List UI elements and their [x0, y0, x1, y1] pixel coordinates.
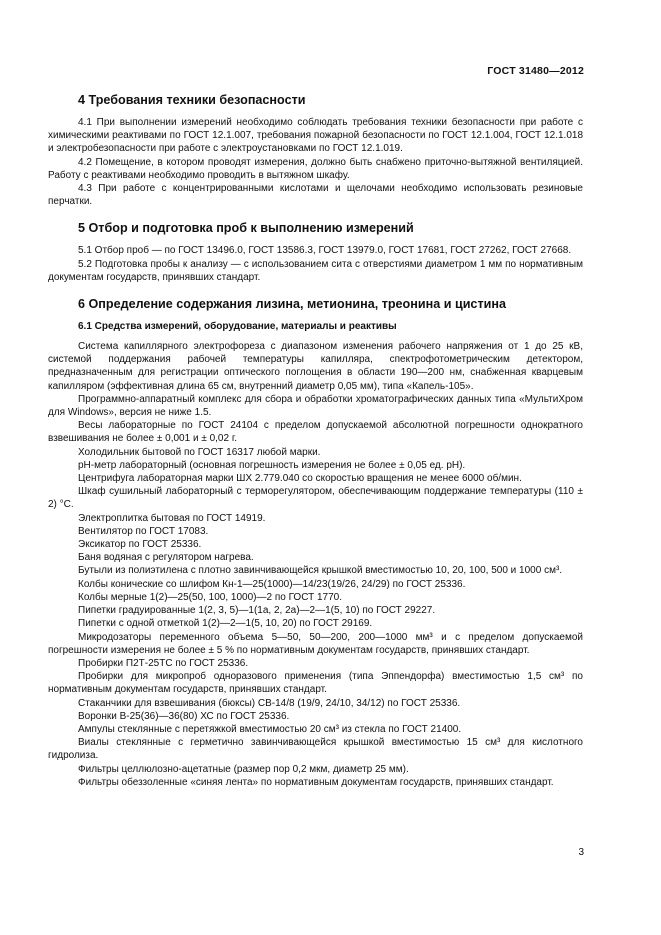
equipment-item: pH-метр лабораторный (основная погрешность измерения не более ± 0,05 ед. pH). — [78, 459, 466, 471]
section-6-title: 6 Определение содержания лизина, метионина, треонина и цистина — [78, 297, 506, 312]
equipment-item: Колбы конические со шлифом Кн-1—25(1000)—14/23(19/26, 24/29) по ГОСТ 25336. — [78, 578, 466, 590]
equipment-item: Весы лабораторные по ГОСТ 24104 с пределом допускаемой абсолютной погрешности однократного взвешивания не более ± 0,001 и ± 0,02 г. — [48, 420, 583, 445]
subsection-6-1-title: 6.1 Средства измерений, оборудование, материалы и реактивы — [78, 321, 397, 333]
document-code: ГОСТ 31480—2012 — [487, 65, 584, 77]
equipment-item: Электроплитка бытовая по ГОСТ 14919. — [78, 512, 266, 524]
page-content — [48, 92, 583, 789]
page-number: 3 — [578, 847, 584, 858]
equipment-item: Воронки В-25(36)—36(80) ХС по ГОСТ 25336. — [78, 710, 290, 722]
equipment-item: Центрифуга лабораторная марки ШХ 2.779.040 со скоростью вращения не менее 6000 об/мин. — [78, 473, 522, 485]
section-5-title: 5 Отбор и подготовка проб к выполнению измерений — [78, 221, 414, 236]
equipment-item: Холодильник бытовой по ГОСТ 16317 любой марки. — [78, 446, 321, 458]
equipment-item: Вентилятор по ГОСТ 17083. — [78, 525, 209, 537]
paragraph-4-1: 4.1 При выполнении измерений необходимо соблюдать требования техники безопасности при работе с химическими реактивами по ГОСТ 12.1.007, требования пожарной безопасности по ГОСТ 12.1.004, ГОСТ 12.1.018 и электробезопасности при работе с электроустановками по ГОСТ 12.1.019. — [48, 117, 583, 155]
equipment-item: Пробирки для микропроб одноразового применения (типа Эппендорфа) вместимостью 1,5 см³ по нормативным документам государств, принявших стандарт. — [48, 671, 583, 696]
equipment-item: Эксикатор по ГОСТ 25336. — [78, 539, 202, 551]
equipment-item: Баня водяная с регулятором нагрева. — [78, 552, 254, 564]
equipment-item: Виалы стеклянные с герметично завинчивающейся крышкой вместимостью 15 см³ для кислотного гидролиза. — [48, 737, 583, 762]
equipment-item: Стаканчики для взвешивания (бюксы) СВ-14/8 (19/9, 24/10, 34/12) по ГОСТ 25336. — [78, 697, 461, 709]
paragraph-5-1: 5.1 Отбор проб — по ГОСТ 13496.0, ГОСТ 13586.3, ГОСТ 13979.0, ГОСТ 17681, ГОСТ 27262, ГОСТ 27668. — [78, 245, 572, 257]
equipment-item: Микродозаторы переменного объема 5—50, 50—200, 200—1000 мм³ и с пределом допускаемой погрешности измерения не более ± 5 % по нормативным документам государств, принявших стандарт. — [48, 631, 583, 656]
equipment-item: Программно-аппаратный комплекс для сбора и обработки хроматографических данных типа «МультиХром для Windows», версия не ниже 1.5. — [48, 393, 583, 419]
section-4-title: 4 Требования техники безопасности — [78, 93, 306, 107]
equipment-item: Ампулы стеклянные с перетяжкой вместимостью 20 см³ из стекла по ГОСТ 21400. — [78, 723, 462, 735]
equipment-item: Бутыли из полиэтилена с плотно завинчивающейся крышкой вместимостью 10, 20, 100, 500 и 1000 см³. — [78, 565, 563, 577]
equipment-item: Пипетки с одной отметкой 1(2)—2—1(5, 10, 20) по ГОСТ 29169. — [78, 618, 373, 630]
equipment-item: Пипетки градуированные 1(2, 3, 5)—1(1а, 2, 2а)—2—1(5, 10) по ГОСТ 29227. — [78, 605, 436, 617]
paragraph-5-2: 5.2 Подготовка пробы к анализу — с использованием сита с отверстиями диаметром 1 мм по нормативным документам государств, принявших стандарт. — [48, 258, 583, 283]
equipment-item: Пробирки П2Т-25ТС по ГОСТ 25336. — [78, 657, 249, 669]
equipment-item: Система капиллярного электрофореза с диапазоном изменения рабочего напряжения от 1 до 25 кВ, системой поддержания рабочей температуры капилляра, спектрофотометрическим детектором, предназначенным для регистрации оптического поглощения в области 190—200 нм, снабженная кварцевым капилляром (эффективная длина 65 см, внутренний диаметр 0,05 мм), типа «Капель-105». — [48, 341, 583, 392]
equipment-item: Шкаф сушильный лабораторный с терморегулятором, обеспечивающим поддержание температуры (110 ± 2) °C. — [48, 486, 583, 511]
paragraph-4-3: 4.3 При работе с концентрированными кислотами и щелочами необходимо использовать резиновые перчатки. — [48, 183, 583, 208]
equipment-item: Фильтры целлюлозно-ацетатные (размер пор 0,2 мкм, диаметр 25 мм). — [78, 763, 409, 775]
equipment-item: Фильтры обеззоленные «синяя лента» по нормативным документам государств, принявших стандарт. — [78, 776, 554, 788]
equipment-item: Колбы мерные 1(2)—25(50, 100, 1000)—2 по ГОСТ 1770. — [78, 591, 343, 603]
paragraph-4-2: 4.2 Помещение, в котором проводят измерения, должно быть снабжено приточно-вытяжной вентиляцией. Работу с реактивами необходимо проводить в вытяжном шкафу. — [48, 156, 583, 181]
